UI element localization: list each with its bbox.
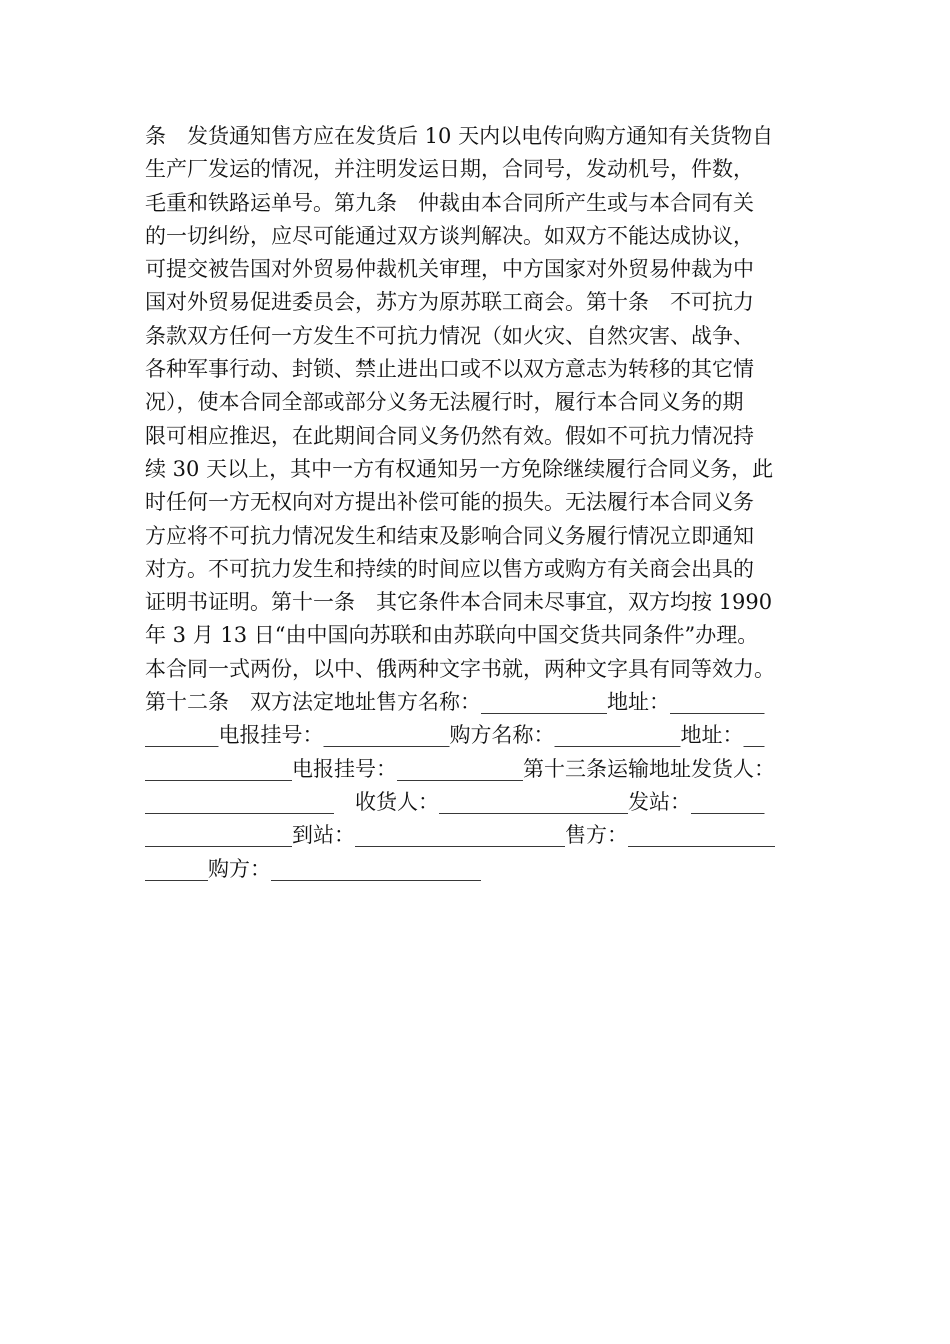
- text-line: 的一切纠纷，应尽可能通过双方谈判解决。如双方不能达成协议，: [145, 223, 754, 248]
- text-line: 第十二条 双方法定地址售方名称：____________地址：_________: [145, 690, 765, 715]
- text-line: 毛重和铁路运单号。第九条 仲裁由本合同所产生或与本合同有关: [145, 190, 754, 215]
- contract-text: [145, 120, 845, 886]
- text-line: 况），使本合同全部或部分义务无法履行时，履行本合同义务的期: [145, 390, 744, 415]
- text-line: 限可相应推迟，在此期间合同义务仍然有效。假如不可抗力情况持: [145, 423, 754, 448]
- text-line: 国对外贸易促进委员会，苏方为原苏联工商会。第十条 不可抗力: [145, 290, 754, 315]
- text-line: 续 30 天以上，其中一方有权通知另一方免除继续履行合同义务，此: [145, 456, 774, 481]
- text-line: __________________ 收货人：__________________发站：_______: [145, 789, 765, 814]
- text-line: ______________到站：____________________售方：______________: [145, 823, 775, 848]
- text-line: 生产厂发运的情况，并注明发运日期，合同号，发动机号，件数，: [145, 157, 754, 182]
- text-line: 证明书证明。第十一条 其它条件本合同未尽事宜，双方均按 1990: [145, 590, 773, 615]
- text-line: 年 3 月 13 日“由中国向苏联和由苏联向中国交货共同条件”办理。: [145, 623, 759, 648]
- text-line: 对方。不可抗力发生和持续的时间应以售方或购方有关商会出具的: [145, 556, 754, 581]
- text-line: 可提交被告国对外贸易仲裁机关审理，中方国家对外贸易仲裁为中: [145, 257, 754, 282]
- text-line: ______购方：____________________: [145, 856, 481, 881]
- text-line: 本合同一式两份，以中、俄两种文字书就，两种文字具有同等效力。: [145, 656, 775, 681]
- text-line: 各种军事行动、封锁、禁止进出口或不以双方意志为转移的其它情: [145, 357, 754, 382]
- text-line: 时任何一方无权向对方提出补偿可能的损失。无法履行本合同义务: [145, 490, 754, 515]
- text-line: ______________电报挂号：____________第十三条运输地址发货人：: [145, 756, 775, 781]
- text-line: 条 发货通知售方应在发货后 10 天内以电传向购方通知有关货物自: [145, 124, 774, 148]
- text-line: 方应将不可抗力情况发生和结束及影响合同义务履行情况立即通知: [145, 523, 754, 548]
- text-line: 条款双方任何一方发生不可抗力情况（如火灾、自然灾害、战争、: [145, 323, 754, 348]
- text-line: _______电报挂号：____________购方名称：____________地址：__: [145, 723, 765, 748]
